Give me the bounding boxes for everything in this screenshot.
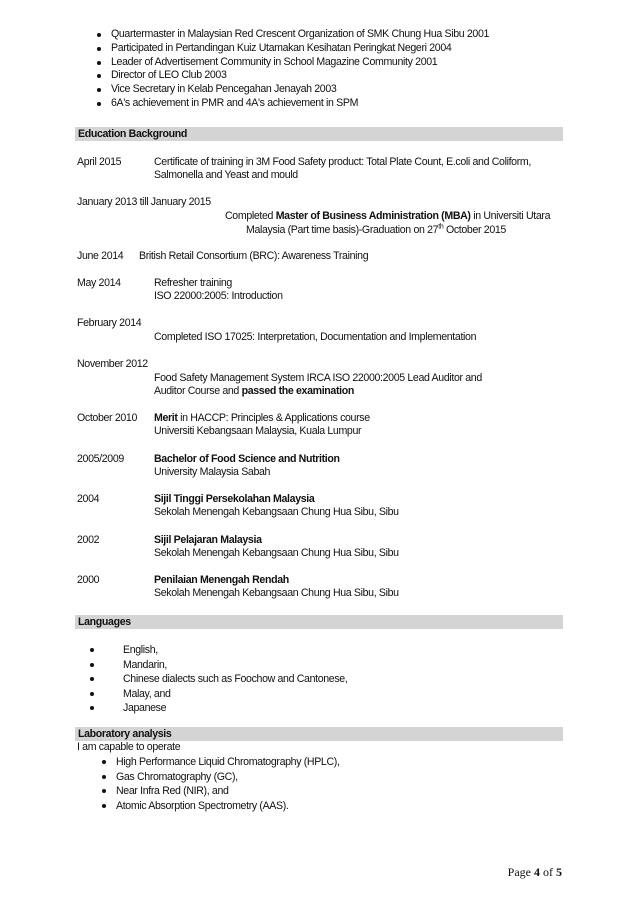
education-line: ISO 22000:2005: Introduction bbox=[154, 290, 283, 302]
education-line bbox=[154, 574, 399, 587]
education-desc bbox=[154, 372, 482, 398]
education-text: October 2015 bbox=[443, 224, 506, 236]
education-date: April 2015 bbox=[77, 156, 122, 168]
education-heading: Education Background bbox=[75, 127, 563, 141]
education-line: Salmonella and Yeast and mould bbox=[154, 169, 298, 181]
list-item: Director of LEO Club 2003 bbox=[93, 69, 489, 83]
education-line bbox=[154, 412, 370, 425]
education-text: Auditor Course and bbox=[154, 385, 242, 397]
education-line bbox=[154, 493, 399, 506]
list-item: Quartermaster in Malaysian Red Crescent Organization of SMK Chung Hua Sibu 2001 bbox=[93, 28, 489, 42]
languages-heading: Languages bbox=[75, 615, 563, 629]
education-degree: Sijil Pelajaran Malaysia bbox=[154, 534, 262, 546]
education-text: in HACCP: Principles & Applications course bbox=[177, 412, 370, 424]
education-line bbox=[154, 534, 399, 547]
page-number bbox=[508, 865, 562, 880]
education-desc bbox=[154, 493, 399, 519]
education-date: November 2012 bbox=[77, 358, 148, 370]
education-date: 2004 bbox=[77, 493, 100, 505]
education-desc bbox=[154, 277, 283, 303]
list-item: English, bbox=[77, 643, 347, 658]
lab-heading: Laboratory analysis bbox=[75, 727, 563, 741]
education-degree: Penilaian Menengah Rendah bbox=[154, 574, 289, 586]
education-date: 2005/2009 bbox=[77, 453, 124, 465]
education-date: June 2014 bbox=[77, 250, 124, 262]
list-item: Leader of Advertisement Community in School Magazine Community 2001 bbox=[93, 56, 489, 70]
page-total: 5 bbox=[556, 865, 562, 879]
education-desc bbox=[225, 210, 550, 223]
list-item: Near Infra Red (NIR), and bbox=[98, 784, 340, 799]
education-line: Refresher training bbox=[154, 277, 232, 289]
education-text: in Universiti Utara bbox=[470, 210, 551, 222]
education-desc bbox=[154, 574, 399, 600]
education-desc: Completed ISO 17025: Interpretation, Documentation and Implementation bbox=[154, 331, 477, 343]
lab-list bbox=[98, 755, 340, 813]
education-line bbox=[154, 385, 482, 398]
education-date: January 2013 till January 2015 bbox=[77, 196, 211, 208]
education-highlight: Merit bbox=[154, 412, 178, 424]
education-degree: Master of Business Administration (MBA) bbox=[275, 210, 471, 222]
education-degree: Sijil Tinggi Persekolahan Malaysia bbox=[154, 493, 315, 505]
page-current: 4 bbox=[534, 865, 540, 879]
list-item: Mandarin, bbox=[77, 658, 347, 673]
education-desc bbox=[154, 453, 340, 479]
education-desc bbox=[154, 156, 531, 182]
list-item: 6A's achievement in PMR and 4A's achievement in SPM bbox=[93, 97, 489, 111]
education-highlight: passed the examination bbox=[241, 385, 354, 397]
education-date: February 2014 bbox=[77, 317, 142, 329]
education-date: October 2010 bbox=[77, 412, 137, 424]
lab-intro: I am capable to operate bbox=[77, 741, 181, 753]
education-desc bbox=[246, 224, 506, 237]
list-item: Japanese bbox=[77, 701, 347, 716]
education-date: 2000 bbox=[77, 574, 100, 586]
education-line: Sekolah Menengah Kebangsaan Chung Hua Sibu, Sibu bbox=[154, 587, 399, 599]
education-date: 2002 bbox=[77, 534, 100, 546]
education-line: Universiti Kebangsaan Malaysia, Kuala Lumpur bbox=[154, 425, 362, 437]
education-line: Sekolah Menengah Kebangsaan Chung Hua Sibu, Sibu bbox=[154, 506, 399, 518]
education-desc bbox=[154, 534, 399, 560]
list-item: High Performance Liquid Chromatography (HPLC), bbox=[98, 755, 340, 770]
education-desc bbox=[154, 412, 370, 438]
languages-list bbox=[77, 643, 347, 716]
education-text: Completed bbox=[225, 210, 276, 222]
list-item: Participated in Pertandingan Kuiz Utamakan Kesihatan Peringkat Negeri 2004 bbox=[93, 42, 489, 56]
list-item: Chinese dialects such as Foochow and Cantonese, bbox=[77, 672, 347, 687]
education-text: Malaysia (Part time basis)-Graduation on 27 bbox=[246, 224, 439, 236]
page-label: of bbox=[540, 865, 556, 879]
list-item: Malay, and bbox=[77, 687, 347, 702]
education-line: Certificate of training in 3M Food Safety product: Total Plate Count, E.coli and Coliform, bbox=[154, 156, 531, 168]
education-line bbox=[154, 453, 340, 466]
education-desc: British Retail Consortium (BRC): Awareness Training bbox=[139, 250, 369, 262]
list-item: Gas Chromatography (GC), bbox=[98, 770, 340, 785]
activities-list bbox=[93, 28, 489, 111]
list-item: Vice Secretary in Kelab Pencegahan Jenayah 2003 bbox=[93, 83, 489, 97]
education-line: Sekolah Menengah Kebangsaan Chung Hua Sibu, Sibu bbox=[154, 547, 399, 559]
list-item: Atomic Absorption Spectrometry (AAS). bbox=[98, 799, 340, 814]
education-degree: Bachelor of Food Science and Nutrition bbox=[154, 453, 340, 465]
ordinal-suffix: th bbox=[438, 223, 444, 231]
education-line: University Malaysia Sabah bbox=[154, 466, 271, 478]
education-date: May 2014 bbox=[77, 277, 121, 289]
page-label: Page bbox=[507, 865, 534, 879]
education-line: Food Safety Management System IRCA ISO 22000:2005 Lead Auditor and bbox=[154, 372, 482, 384]
